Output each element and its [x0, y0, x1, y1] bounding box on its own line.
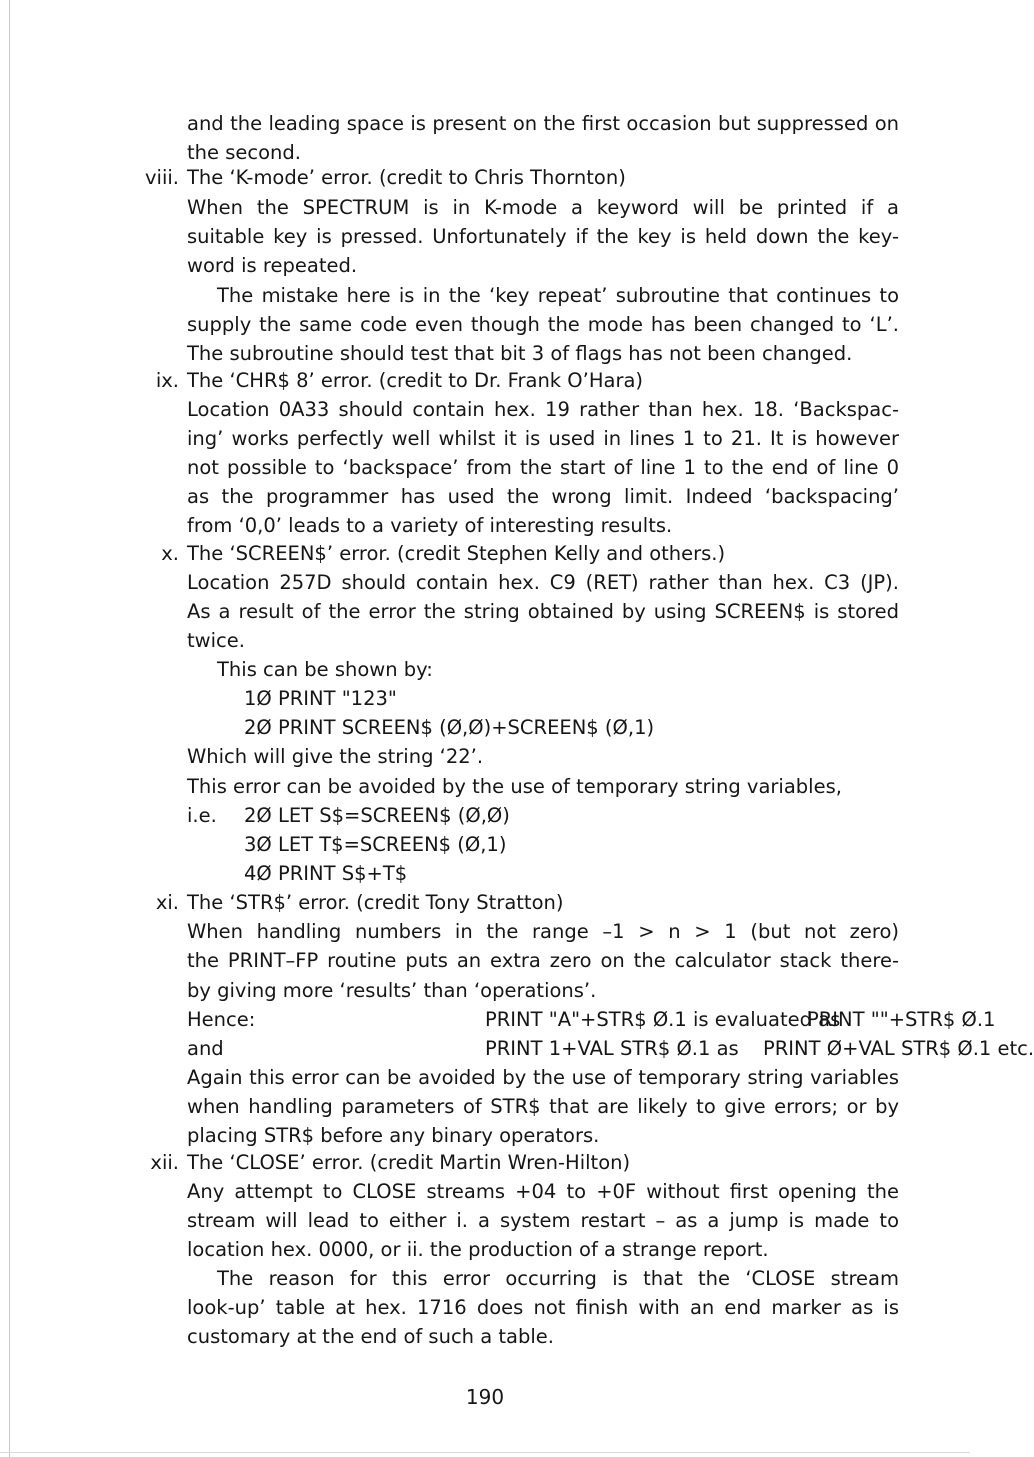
text-line: the PRINT–FP routine puts an extra zero on the calculator stack there- — [187, 949, 899, 972]
item-number: xii. — [150, 1151, 179, 1174]
text-line: not possible to ‘backspace’ from the start of line 1 to the end of line 0 — [187, 456, 899, 479]
text-line: from ‘0,0’ leads to a variety of interesting results. — [187, 514, 673, 537]
code-text: PRINT "A"+STR$ Ø.1 is evaluated as — [485, 1008, 841, 1031]
text-label: and — [187, 1037, 224, 1060]
code-line: 4Ø PRINT S$+T$ — [244, 862, 408, 885]
text-line: location hex. 0000, or ii. the production of a strange report. — [187, 1238, 769, 1261]
text-line: the second. — [187, 141, 301, 164]
text-line: The subroutine should test that bit 3 of flags has not been changed. — [187, 342, 853, 365]
code-line: 2Ø LET S$=SCREEN$ (Ø,Ø) — [244, 804, 510, 827]
page-number: 190 — [465, 1385, 505, 1409]
code-text: PRINT Ø+VAL STR$ Ø.1 etc. — [763, 1037, 1034, 1060]
code-line: 1Ø PRINT "123" — [244, 687, 397, 710]
text-line: Which will give the string ‘22’. — [187, 745, 484, 768]
text-line: look-up’ table at hex. 1716 does not finish with an end marker as is — [187, 1296, 899, 1319]
text-line — [187, 1034, 1034, 1063]
section-heading: The ‘SCREEN$’ error. (credit Stephen Kelly and others.) — [187, 542, 726, 565]
section-heading: The ‘CHR$ 8’ error. (credit to Dr. Frank O’Hara) — [187, 369, 644, 392]
page-left-edge — [9, 0, 10, 1457]
text-line: by giving more ‘results’ than ‘operations’. — [187, 979, 597, 1002]
text-line: Again this error can be avoided by the use of temporary string variables — [187, 1066, 899, 1089]
code-text: PRINT ""+STR$ Ø.1 — [807, 1008, 996, 1031]
text-line: stream will lead to either i. a system restart – as a jump is made to — [187, 1209, 899, 1232]
text-line: customary at the end of such a table. — [187, 1325, 554, 1348]
text-line: and the leading space is present on the first occasion but suppressed on — [187, 112, 899, 135]
text-label: Hence: — [187, 1008, 256, 1031]
item-number: viii. — [145, 166, 179, 189]
page-bottom-edge — [0, 1452, 970, 1453]
text-line: As a result of the error the string obtained by using SCREEN$ is stored — [187, 600, 899, 623]
text-line: Location 0A33 should contain hex. 19 rather than hex. 18. ‘Backspac- — [187, 398, 899, 421]
section-heading: The ‘STR$’ error. (credit Tony Stratton) — [187, 891, 564, 914]
text-line: twice. — [187, 629, 245, 652]
text-line: This error can be avoided by the use of temporary string variables, — [187, 775, 842, 798]
text-line: supply the same code even though the mode has been changed to ‘L’. — [187, 313, 899, 336]
text-line: The mistake here is in the ‘key repeat’ subroutine that continues to — [217, 284, 899, 307]
text-line: When handling numbers in the range –1 > n > 1 (but not zero) — [187, 920, 899, 943]
text-line: Location 257D should contain hex. C9 (RET) rather than hex. C3 (JP). — [187, 571, 899, 594]
text-line: The reason for this error occurring is that the ‘CLOSE stream — [217, 1267, 899, 1290]
text-line: ing’ works perfectly well whilst it is used in lines 1 to 21. It is however — [187, 427, 899, 450]
text-line: Any attempt to CLOSE streams +04 to +0F without first opening the — [187, 1180, 899, 1203]
text-line: This can be shown by: — [217, 658, 433, 681]
code-line: 3Ø LET T$=SCREEN$ (Ø,1) — [244, 833, 507, 856]
text-line: suitable key is pressed. Unfortunately if the key is held down the key- — [187, 225, 899, 248]
item-number: x. — [161, 542, 179, 565]
item-number: ix. — [155, 369, 179, 392]
text-line: word is repeated. — [187, 254, 358, 277]
text-line: i.e. — [187, 804, 217, 827]
code-text: PRINT 1+VAL STR$ Ø.1 as — [485, 1037, 739, 1060]
section-heading: The ‘CLOSE’ error. (credit Martin Wren-Hilton) — [187, 1151, 631, 1174]
text-line: When the SPECTRUM is in K-mode a keyword will be printed if a — [187, 196, 899, 219]
text-line: when handling parameters of STR$ that are likely to give errors; or by — [187, 1095, 899, 1118]
section-heading: The ‘K-mode’ error. (credit to Chris Thornton) — [187, 166, 626, 189]
text-line: as the programmer has used the wrong limit. Indeed ‘backspacing’ — [187, 485, 899, 508]
code-line: 2Ø PRINT SCREEN$ (Ø,Ø)+SCREEN$ (Ø,1) — [244, 716, 655, 739]
text-line — [187, 1005, 996, 1034]
text-line: placing STR$ before any binary operators. — [187, 1124, 600, 1147]
item-number: xi. — [155, 891, 179, 914]
